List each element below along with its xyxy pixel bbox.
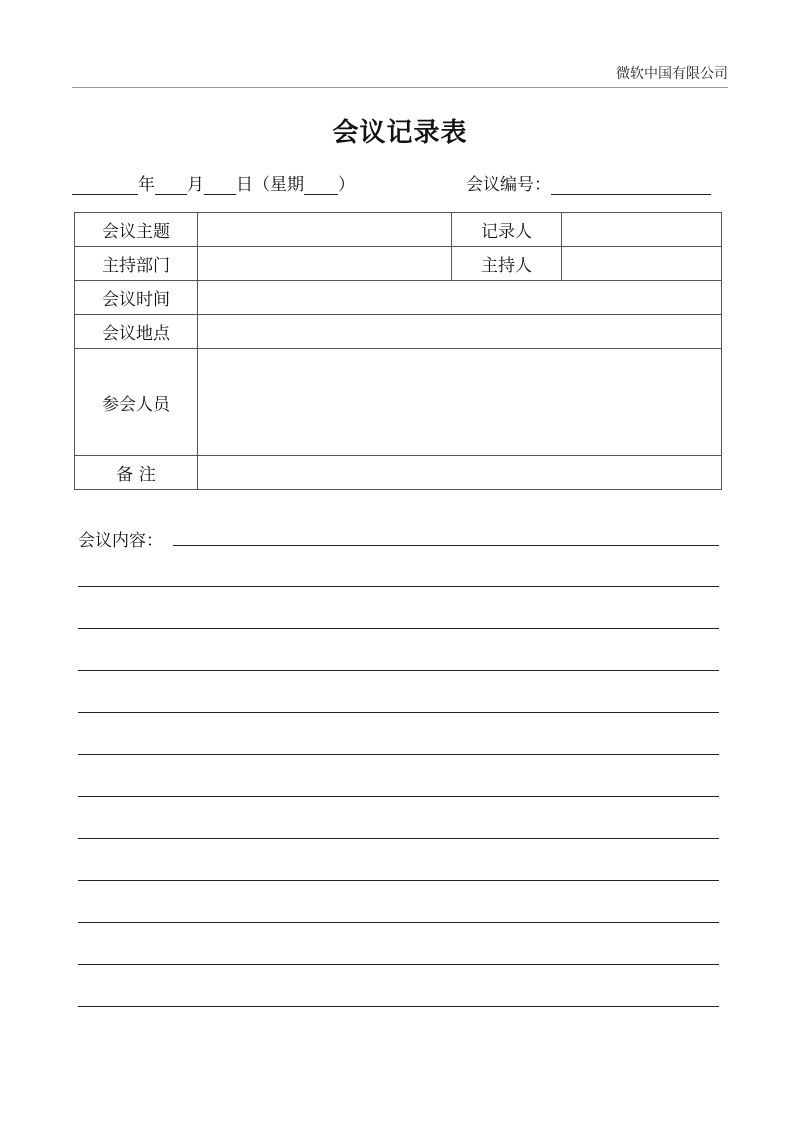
location-label: 会议地点 — [75, 315, 198, 349]
content-line[interactable] — [78, 1006, 719, 1007]
content-label: 会议内容： — [78, 531, 163, 551]
meeting-number-blank[interactable] — [551, 176, 711, 195]
content-line[interactable] — [78, 712, 719, 713]
day-blank[interactable] — [204, 176, 236, 195]
recorder-field[interactable] — [562, 213, 722, 247]
attendees-field[interactable] — [198, 349, 722, 456]
content-line[interactable] — [78, 838, 719, 839]
time-field[interactable] — [198, 281, 722, 315]
content-line[interactable] — [78, 880, 719, 881]
attendees-label: 参会人员 — [75, 349, 198, 456]
page-title: 会议记录表 — [332, 118, 468, 148]
weekday-close: ） — [338, 175, 355, 195]
table-row — [75, 349, 722, 456]
host-field[interactable] — [562, 247, 722, 281]
company-name: 微软中国有限公司 — [616, 66, 728, 82]
content-line[interactable] — [78, 754, 719, 755]
table-row — [75, 315, 722, 349]
content-line[interactable] — [78, 670, 719, 671]
meeting-number-line — [466, 170, 711, 195]
location-field[interactable] — [198, 315, 722, 349]
content-line[interactable] — [78, 628, 719, 629]
topic-label: 会议主题 — [75, 213, 198, 247]
year-blank[interactable] — [72, 176, 138, 195]
topic-field[interactable] — [198, 213, 452, 247]
day-label: 日 — [236, 175, 253, 195]
year-label: 年 — [138, 175, 155, 195]
remarks-label: 备 注 — [75, 456, 198, 490]
table-row — [75, 213, 722, 247]
content-line[interactable] — [78, 964, 719, 965]
month-blank[interactable] — [155, 176, 187, 195]
content-line[interactable] — [78, 586, 719, 587]
content-line[interactable] — [173, 545, 719, 546]
weekday-open: （星期 — [253, 175, 304, 195]
date-line — [72, 170, 355, 195]
header-divider — [72, 87, 728, 88]
meeting-number-label: 会议编号： — [466, 175, 551, 195]
time-label: 会议时间 — [75, 281, 198, 315]
host-dept-field[interactable] — [198, 247, 452, 281]
table-row — [75, 247, 722, 281]
weekday-blank[interactable] — [304, 176, 338, 195]
host-label: 主持人 — [452, 247, 562, 281]
host-dept-label: 主持部门 — [75, 247, 198, 281]
content-line[interactable] — [78, 796, 719, 797]
content-line[interactable] — [78, 922, 719, 923]
month-label: 月 — [187, 175, 204, 195]
recorder-label: 记录人 — [452, 213, 562, 247]
table-row — [75, 456, 722, 490]
meeting-info-table — [74, 212, 722, 490]
table-row — [75, 281, 722, 315]
remarks-field[interactable] — [198, 456, 722, 490]
